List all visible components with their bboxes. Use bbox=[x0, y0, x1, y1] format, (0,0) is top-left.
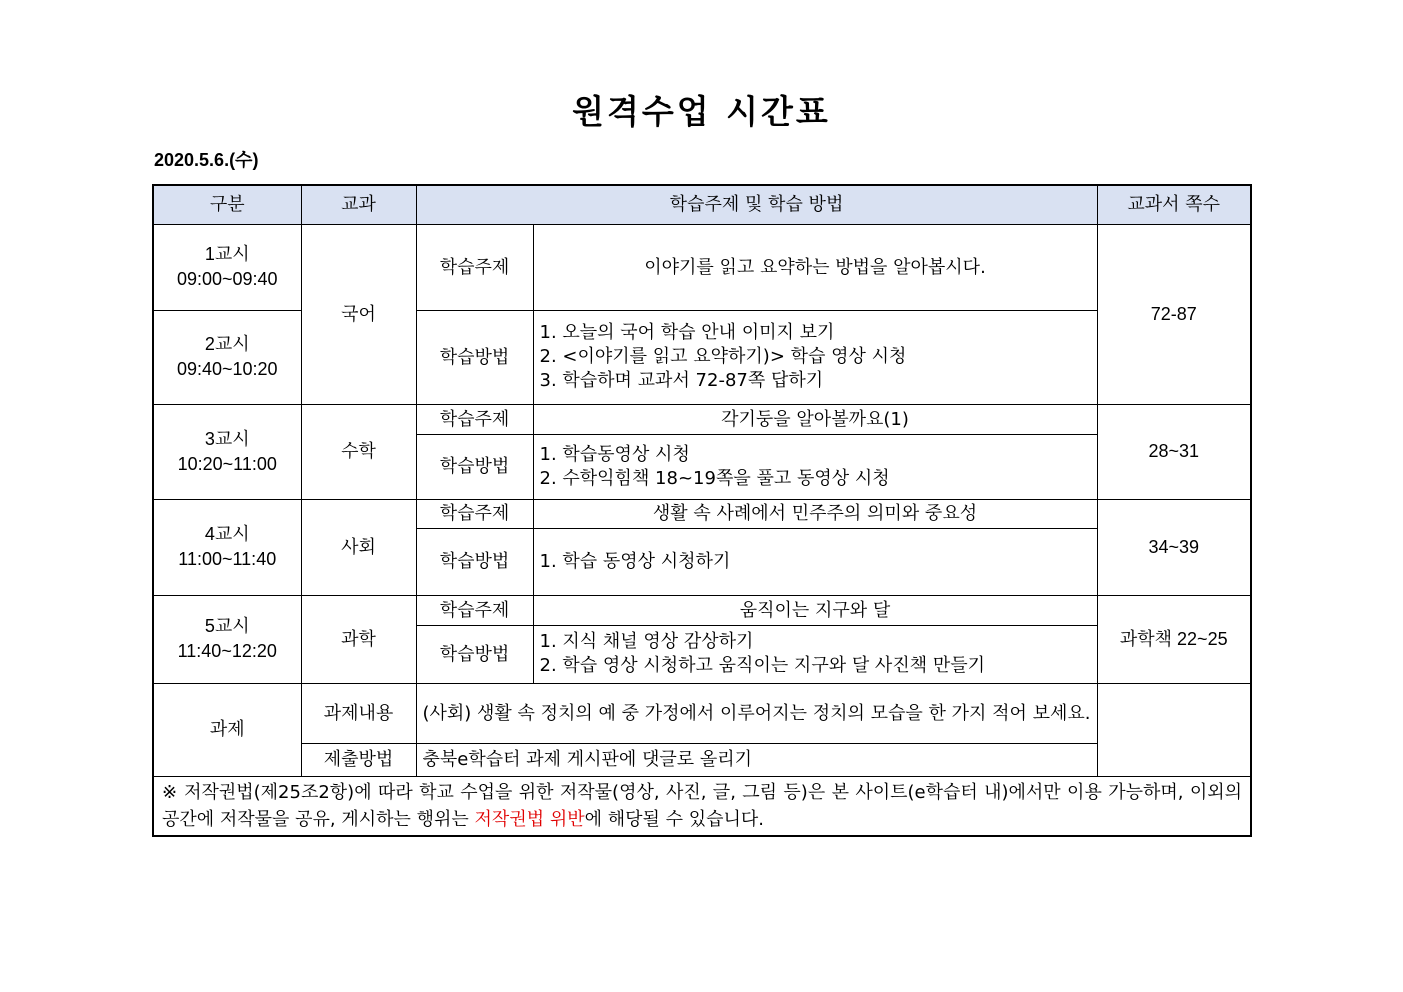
method-item: 1. 학습동영상 시청 bbox=[539, 443, 690, 465]
table-row bbox=[153, 499, 1251, 528]
timetable bbox=[152, 184, 1252, 837]
homework-content-label: 과제내용 bbox=[301, 683, 416, 743]
topic-text: 이야기를 읽고 요약하는 방법을 알아봅시다. bbox=[533, 224, 1097, 310]
homework-content: (사회) 생활 속 정치의 예 중 가정에서 이루어지는 정치의 모습을 한 가지 적어 보세요. bbox=[416, 683, 1097, 743]
header-division: 구분 bbox=[153, 185, 301, 224]
method-item: 1. 학습 동영상 시청하기 bbox=[539, 550, 731, 572]
header-topic-method: 학습주제 및 학습 방법 bbox=[416, 185, 1097, 224]
pages-cell: 28~31 bbox=[1097, 404, 1251, 499]
header-subject: 교과 bbox=[301, 185, 416, 224]
method-list bbox=[533, 434, 1097, 499]
topic-label: 학습주제 bbox=[416, 404, 533, 434]
subject-cell: 수학 bbox=[301, 404, 416, 499]
method-item: 1. 지식 채널 영상 감상하기 bbox=[539, 631, 754, 652]
method-label: 학습방법 bbox=[416, 434, 533, 499]
method-label: 학습방법 bbox=[416, 528, 533, 595]
method-list bbox=[533, 625, 1097, 683]
topic-label: 학습주제 bbox=[416, 499, 533, 528]
method-label: 학습방법 bbox=[416, 310, 533, 404]
notice-text: ※ 저작권법(제25조2항)에 따라 학교 수업을 위한 저작물(영상, 사진, 글, 그림 등)은 본 사이트(e학습터 내)에서만 이용 가능하며, 이외의 공간에 저작물을 공유, 게시하는 행위는 bbox=[162, 781, 1242, 830]
page-title: 원격수업 시간표 bbox=[572, 92, 831, 131]
copyright-notice bbox=[153, 776, 1251, 836]
method-item: 2. <이야기를 읽고 요약하기)> 학습 영상 시청 bbox=[539, 346, 907, 367]
topic-text: 각기둥을 알아볼까요(1) bbox=[533, 404, 1097, 434]
subject-cell: 국어 bbox=[301, 224, 416, 404]
notice-highlight: 저작권법 위반 bbox=[474, 808, 585, 830]
topic-text: 움직이는 지구와 달 bbox=[533, 595, 1097, 625]
table-row bbox=[153, 595, 1251, 625]
method-list bbox=[533, 310, 1097, 404]
method-item: 3. 학습하며 교과서 72-87쪽 답하기 bbox=[539, 370, 824, 391]
table-row bbox=[153, 743, 1251, 776]
pages-cell: 34~39 bbox=[1097, 499, 1251, 595]
method-item: 2. 수학익힘책 18~19쪽을 풀고 동영상 시청 bbox=[539, 467, 890, 489]
period-cell bbox=[153, 224, 301, 310]
period-time: 11:40~12:20 bbox=[177, 641, 277, 661]
table-row bbox=[153, 683, 1251, 743]
homework-submit: 충북e학습터 과제 게시판에 댓글로 올리기 bbox=[416, 743, 1097, 776]
period-name: 3교시 bbox=[204, 428, 250, 449]
topic-label: 학습주제 bbox=[416, 224, 533, 310]
notice-text-end: 에 해당될 수 있습니다. bbox=[584, 808, 764, 830]
topic-text: 생활 속 사례에서 민주주의 의미와 중요성 bbox=[533, 499, 1097, 528]
homework-submit-label: 제출방법 bbox=[301, 743, 416, 776]
period-cell bbox=[153, 310, 301, 404]
period-cell bbox=[153, 595, 301, 683]
period-name: 1교시 bbox=[204, 244, 250, 264]
period-time: 09:40~10:20 bbox=[176, 359, 278, 379]
method-list bbox=[533, 528, 1097, 595]
homework-label: 과제 bbox=[153, 683, 301, 776]
period-name: 2교시 bbox=[204, 334, 250, 354]
period-time: 11:00~11:40 bbox=[178, 549, 277, 569]
period-time: 10:20~11:00 bbox=[177, 453, 277, 474]
pages-cell: 과학책 22~25 bbox=[1097, 595, 1251, 683]
homework-pages-empty bbox=[1097, 683, 1251, 776]
table-header-row bbox=[153, 185, 1251, 224]
table-row bbox=[153, 776, 1251, 836]
subject-cell: 과학 bbox=[301, 595, 416, 683]
period-time: 09:00~09:40 bbox=[176, 269, 278, 289]
table-row bbox=[153, 224, 1251, 310]
method-label: 학습방법 bbox=[416, 625, 533, 683]
header-pages: 교과서 쪽수 bbox=[1097, 185, 1251, 224]
period-cell bbox=[153, 499, 301, 595]
subject-cell: 사회 bbox=[301, 499, 416, 595]
period-cell bbox=[153, 404, 301, 499]
date-label: 2020.5.6.(수) bbox=[154, 150, 259, 170]
pages-cell: 72-87 bbox=[1097, 224, 1251, 404]
period-name: 4교시 bbox=[204, 524, 250, 544]
method-item: 2. 학습 영상 시청하고 움직이는 지구와 달 사진책 만들기 bbox=[539, 655, 985, 676]
topic-label: 학습주제 bbox=[416, 595, 533, 625]
method-item: 1. 오늘의 국어 학습 안내 이미지 보기 bbox=[539, 322, 835, 343]
period-name: 5교시 bbox=[204, 616, 250, 636]
table-row bbox=[153, 404, 1251, 434]
